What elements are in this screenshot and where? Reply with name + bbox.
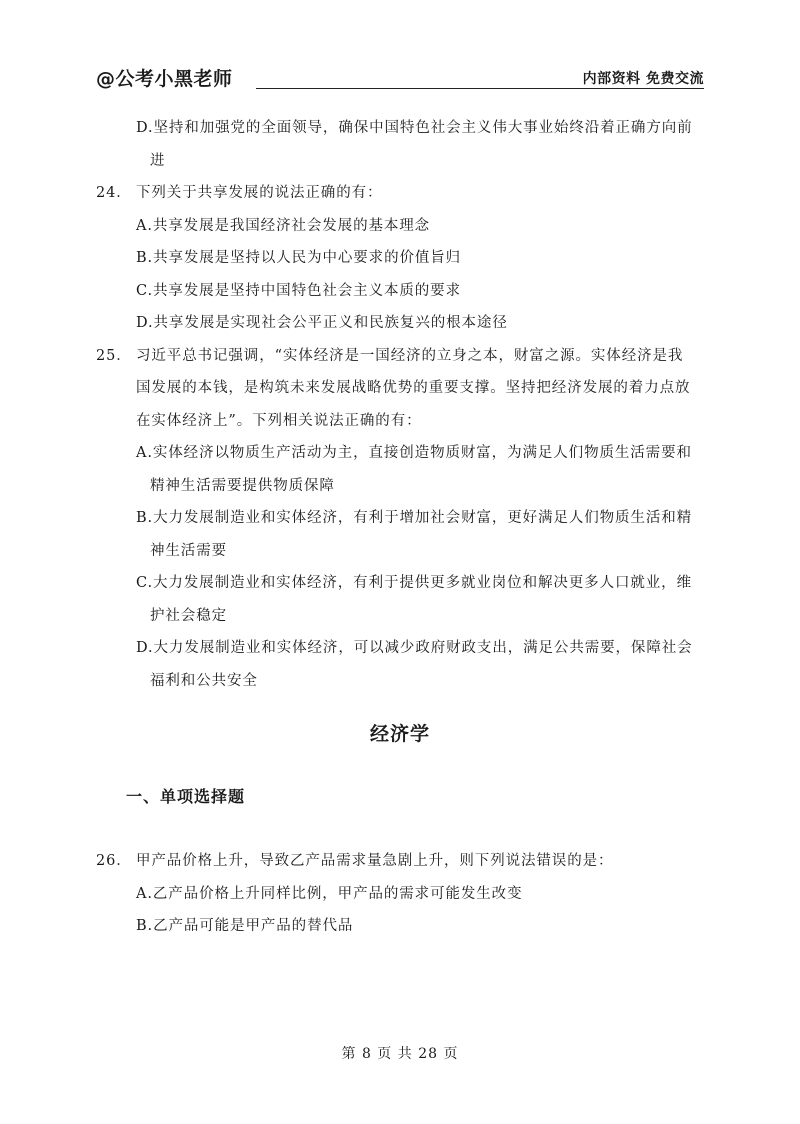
section-title: 经济学 bbox=[369, 723, 430, 745]
question-line bbox=[96, 845, 704, 878]
option-continuation: 精神生活需要提供物质保障 bbox=[150, 477, 335, 494]
question-text: 甲产品价格上升，导致乙产品需求量急剧上升，则下列说法错误的是： bbox=[136, 853, 614, 869]
page-header bbox=[96, 62, 704, 90]
question-number: 24． bbox=[96, 185, 132, 201]
spacer bbox=[96, 809, 704, 845]
page-content bbox=[96, 112, 704, 943]
question-line bbox=[96, 177, 704, 210]
option-continuation: 福利和公共安全 bbox=[150, 672, 258, 689]
page-footer: 第 8 页 共 28 页 bbox=[341, 1046, 459, 1062]
question-text: 下列关于共享发展的说法正确的有： bbox=[136, 185, 383, 201]
option-line: D.大力发展制造业和实体经济，可以减少政府财政支出，满足公共需要，保障社会 bbox=[136, 640, 693, 656]
header-author: @公考小黑老师 bbox=[96, 68, 233, 90]
option-line: D.坚持和加强党的全面领导，确保中国特色社会主义伟大事业始终沿着正确方向前 bbox=[136, 120, 693, 136]
option-line: A.乙产品价格上升同样比例，甲产品的需求可能发生改变 bbox=[136, 885, 523, 902]
question-line bbox=[96, 340, 704, 373]
option-line: C.大力发展制造业和实体经济，有利于提供更多就业岗位和解决更多人口就业，维 bbox=[136, 575, 692, 591]
option-line: B.共享发展是坚持以人民为中心要求的价值旨归 bbox=[136, 250, 462, 266]
option-line: A.实体经济以物质生产活动为主，直接创造物质财富，为满足人们物质生活需要和 bbox=[136, 445, 692, 461]
option-continuation: 神生活需要 bbox=[150, 542, 227, 559]
option-line: D.共享发展是实现社会公平正义和民族复兴的根本途径 bbox=[136, 315, 508, 331]
question-number: 26． bbox=[96, 853, 132, 869]
header-rule bbox=[256, 88, 704, 89]
option-line: A.共享发展是我国经济社会发展的基本理念 bbox=[136, 217, 431, 234]
option-continuation: 护社会稳定 bbox=[150, 607, 227, 624]
option-line: B.乙产品可能是甲产品的替代品 bbox=[136, 918, 354, 934]
question-text: 习近平总书记强调，“实体经济是一国经济的立身之本，财富之源。实体经济是我 bbox=[136, 347, 684, 364]
header-note: 内部资料 免费交流 bbox=[582, 71, 704, 87]
question-number: 25． bbox=[96, 347, 132, 364]
question-continuation: 国发展的本钱，是构筑未来发展战略优势的重要支撑。坚持把经济发展的着力点放 bbox=[136, 380, 691, 396]
option-line: C.共享发展是坚持中国特色社会主义本质的要求 bbox=[136, 282, 461, 299]
option-line: B.大力发展制造业和实体经济，有利于增加社会财富，更好满足人们物质生活和精 bbox=[136, 510, 693, 526]
option-continuation: 进 bbox=[150, 152, 166, 169]
subsection-title: 一、单项选择题 bbox=[126, 787, 246, 806]
question-continuation: 在实体经济上”。下列相关说法正确的有： bbox=[136, 412, 422, 429]
